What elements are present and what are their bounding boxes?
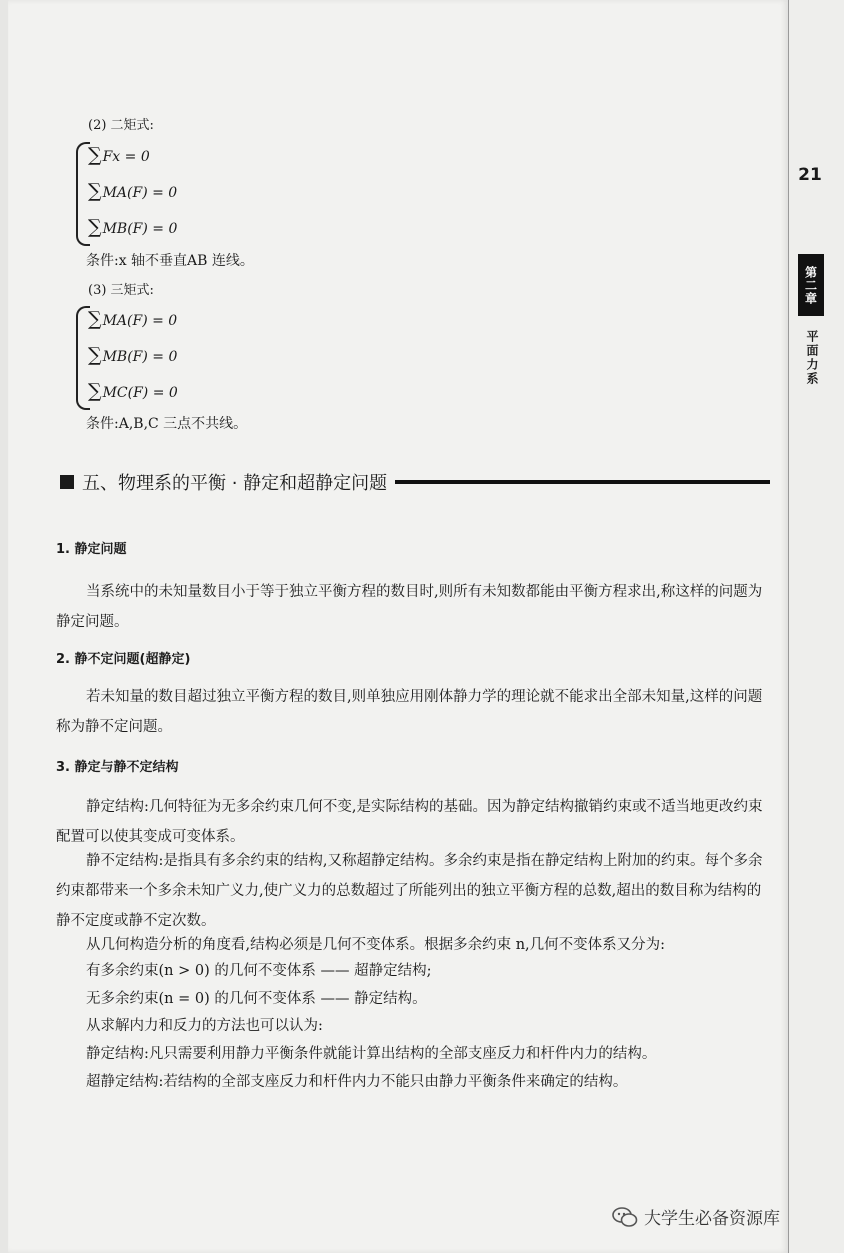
text-line: 从几何构造分析的角度看,结构必须是几何不变体系。根据多余约束 n,几何不变体系又分为: [86, 937, 666, 953]
eq-three-line: MA(F) = 0 [102, 313, 178, 329]
sigma-symbol: ∑ [88, 180, 102, 202]
sigma-symbol: ∑ [88, 344, 102, 366]
chapter-tab: 第二章 [798, 254, 824, 316]
chapter-title: 平面力系 [805, 330, 819, 386]
sigma-symbol: ∑ [88, 308, 102, 330]
watermark-text: 大学生必备资源库 [644, 1209, 780, 1229]
subheading-static: 1. 静定问题 [56, 542, 127, 557]
watermark [612, 1204, 780, 1229]
eq-three-formula [76, 301, 178, 409]
eq-two-condition: 条件:x 轴不垂直AB 连线。 [86, 253, 254, 269]
paragraph-indeterminate: 若未知量的数目超过独立平衡方程的数目,则单独应用刚体静力学的理论就不能求出全部未知量,这样的问题称为静不定问题。 [56, 689, 763, 735]
eq-two-line: MB(F) = 0 [102, 221, 178, 237]
eq-three-condition: 条件:A,B,C 三点不共线。 [86, 416, 248, 432]
text-line: 静定结构:凡只需要利用静力平衡条件就能计算出结构的全部支座反力和杆件内力的结构。 [86, 1046, 657, 1062]
eq-three-line: MC(F) = 0 [102, 385, 178, 401]
wechat-icon [612, 1206, 638, 1228]
page-number: 21 [798, 165, 822, 185]
text-line: 无多余约束(n = 0) 的几何不变体系 —— 静定结构。 [86, 991, 427, 1007]
subheading-structures: 3. 静定与静不定结构 [56, 760, 179, 775]
text-line: 从求解内力和反力的方法也可以认为: [86, 1018, 323, 1034]
eq-two-line: MA(F) = 0 [102, 185, 178, 201]
page-edge [788, 0, 844, 1253]
sigma-symbol: ∑ [88, 216, 102, 238]
heading-square-icon [60, 475, 74, 489]
subheading-indeterminate: 2. 静不定问题(超静定) [56, 652, 191, 667]
eq-two-label: (2) 二矩式: [88, 118, 154, 133]
sigma-symbol: ∑ [88, 144, 102, 166]
sigma-symbol: ∑ [88, 380, 102, 402]
eq-two-line: Fx = 0 [102, 149, 150, 165]
paragraph-static-structure: 静定结构:几何特征为无多余约束几何不变,是实际结构的基础。因为静定结构撤销约束或不适当地更改约束配置可以使其变成可变体系。 [56, 799, 763, 845]
text-line: 有多余约束(n > 0) 的几何不变体系 —— 超静定结构; [86, 963, 432, 979]
eq-three-line: MB(F) = 0 [102, 349, 178, 365]
heading-rule [395, 480, 770, 484]
eq-two-formula [76, 137, 177, 245]
paragraph-static: 当系统中的未知量数目小于等于独立平衡方程的数目时,则所有未知数都能由平衡方程求出,称这样的问题为静定问题。 [56, 584, 763, 630]
paragraph-indeterminate-structure: 静不定结构:是指具有多余约束的结构,又称超静定结构。多余约束是指在静定结构上附加的约束。每个多余约束都带来一个多余未知广义力,使广义力的总数超过了所能列出的独立平衡方程的总数,超出的数目称为结构的静不定度或静不定次数。 [56, 853, 763, 929]
text-line: 超静定结构:若结构的全部支座反力和杆件内力不能只由静力平衡条件来确定的结构。 [86, 1074, 628, 1090]
section-heading [60, 469, 770, 495]
section-title: 五、物理系的平衡 · 静定和超静定问题 [82, 473, 388, 494]
eq-three-label: (3) 三矩式: [88, 283, 154, 298]
